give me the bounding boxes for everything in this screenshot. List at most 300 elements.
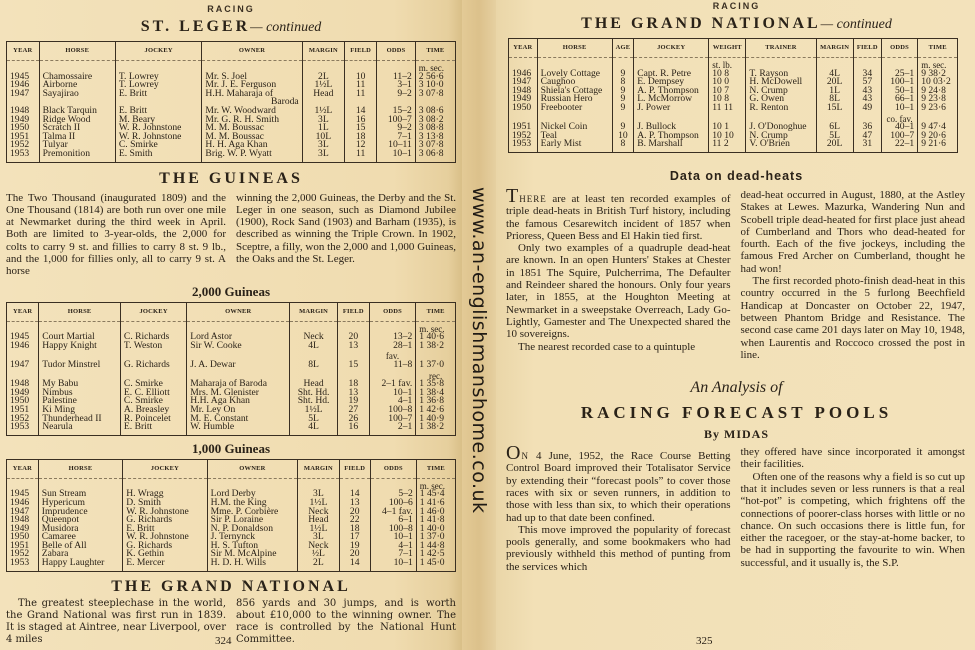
- cell-horse: Lovely Cottage: [537, 70, 612, 79]
- cell-field: 43: [853, 87, 881, 96]
- cell-owner: Lord Astor: [187, 333, 290, 342]
- column-header-margin: MARGIN: [816, 39, 853, 58]
- column-header-odds: ODDS: [881, 39, 917, 58]
- cell-horse: Nickel Coin: [537, 123, 612, 132]
- column-header-time: TIME: [416, 459, 455, 478]
- column-header-field: FIELD: [853, 39, 881, 58]
- cell-margin: 1L: [816, 87, 853, 96]
- cell-year: 1950: [10, 122, 30, 134]
- cell-weight: 10 10: [709, 132, 746, 141]
- guineas-title: THE GUINEAS: [159, 169, 303, 187]
- cell-jockey: C. Smirke: [115, 141, 202, 150]
- one-thousand-guineas-title: 1,000 Guineas: [191, 440, 270, 456]
- cell-year: 1948: [10, 514, 30, 526]
- cell-owner: Mr. G. R. H. Smith: [202, 116, 302, 125]
- grand-national-title: THE GRAND NATIONAL: [111, 577, 351, 595]
- cell-horse: Palestine: [39, 397, 121, 406]
- cell-margin: 8L: [290, 361, 338, 370]
- table-row: [7, 90, 456, 99]
- cell-odds: 10–1: [881, 104, 917, 113]
- cell-year: 1952: [10, 548, 30, 560]
- cell-horse: Premonition: [39, 150, 115, 162]
- table-row: [7, 361, 456, 370]
- cell-field: 10: [345, 73, 377, 82]
- cell-horse: Early Mist: [537, 140, 612, 152]
- column-header-year: YEAR: [509, 39, 538, 58]
- cell-horse: Black Tarquin: [39, 107, 115, 116]
- time-units: m. sec.: [918, 58, 958, 70]
- cell-weight: 10 1: [709, 123, 746, 132]
- cell-field: 57: [853, 78, 881, 87]
- cell-time: 1 38·2: [416, 423, 456, 435]
- cell-year: 1951: [10, 539, 30, 551]
- cell-odds: 15–2: [377, 107, 416, 116]
- cell-time: 1 40·0: [416, 525, 455, 534]
- column-header-owner: OWNER: [207, 459, 298, 478]
- cell-field: 26: [337, 415, 369, 424]
- cell-owner: Maharaja of Baroda: [187, 380, 290, 389]
- cell-odds: 4–1: [369, 397, 416, 406]
- cell-horse: Shiela's Cottage: [537, 87, 612, 96]
- table-row: [7, 559, 456, 571]
- cell-year: 1953: [512, 138, 532, 150]
- st-leger-title-text: ST. LEGER: [140, 18, 251, 35]
- cell-jockey: W. R. Johnstone: [115, 124, 202, 133]
- column-header-trainer: TRAINER: [746, 39, 816, 58]
- dead-heats-para-4: dead-heat occurred in August, 1880, at the Astley Stakes at Lewes. Mazurka, Wandering Nun and Scobell triple dead-heated for first place just ahead of Cumberland and Thors who dead-heated for fourth. Each of the five jockeys, including the famous Fred Archer on Cumberland, thought he had won!: [740, 188, 965, 275]
- page-number: 324: [215, 635, 232, 647]
- cell-margin: 1½L: [298, 525, 339, 534]
- cell-year: 1947: [10, 87, 30, 99]
- cell-margin: ½L: [298, 550, 339, 559]
- cell-trainer: T. Rayson: [746, 70, 816, 79]
- cell-jockey: W. R. Johnstone: [123, 508, 207, 517]
- cell-horse: Airborne: [39, 81, 115, 90]
- cell-age: 10: [612, 132, 634, 141]
- cell-margin: 1½L: [302, 107, 344, 116]
- cell-owner: Lord Derby: [207, 490, 298, 499]
- paragraph-text: 4 June, 1952, the Race Course Betting Control Board improved their Totalisator Service by extending their “forecast pools” to cover those races with six or seven runners, in addition to those with less than six, to which their operations had up to that date been confined.: [506, 450, 731, 524]
- cell-odds: 4–1 fav.: [370, 508, 416, 517]
- time-units: m. sec.: [416, 478, 455, 490]
- cell-time: 9 20·6: [918, 132, 958, 141]
- cell-horse: Thunderhead II: [39, 415, 121, 424]
- cell-horse: Freebooter: [537, 104, 612, 113]
- cell-owner: M. E. Constant: [187, 415, 290, 424]
- cell-odds: 13–2: [369, 333, 416, 342]
- cell-jockey: W. R. Johnstone: [115, 133, 202, 142]
- cell-time: 3 08·2: [415, 116, 455, 125]
- cell-time: 9 24·8: [918, 87, 958, 96]
- grand-national-intro-col1: The greatest steeplechase in the world, the Grand National was first run in 1839. It is staged at Aintree, near Liverpool, over 4 miles: [6, 597, 226, 645]
- table-header-row: [509, 39, 958, 58]
- time-units: m. sec.: [416, 321, 456, 333]
- cell-horse: Zabara: [38, 550, 122, 559]
- cell-year: 1953: [10, 421, 30, 433]
- cell-jockey: G. Richards: [123, 516, 207, 525]
- cell-margin: 5L: [816, 132, 853, 141]
- cell-horse: Tulyar: [39, 141, 115, 150]
- forecast-para-2: This move improved the popularity of forecast pools generally, and some bookmakers who had previously withheld this method of punting from the services which: [506, 523, 731, 573]
- cell-horse: Talma II: [39, 133, 115, 142]
- cell-odds: 3–1: [377, 81, 416, 90]
- lead-caps: N: [521, 451, 529, 462]
- page-324: [0, 0, 462, 650]
- drop-cap: T: [506, 184, 519, 207]
- cell-jockey: E. Britt: [120, 423, 186, 435]
- cell-horse: Sun Stream: [38, 490, 122, 499]
- cell-field: 31: [853, 140, 881, 152]
- cell-year: 1946: [512, 67, 532, 79]
- grand-national-table: [508, 38, 958, 153]
- cell-field: 49: [853, 104, 881, 113]
- column-header-margin: MARGIN: [302, 42, 344, 61]
- cell-field: 36: [853, 123, 881, 132]
- forecast-para-1: [506, 442, 731, 524]
- cell-time: 1 40·9: [416, 415, 456, 424]
- cell-margin: Neck: [298, 508, 339, 517]
- cell-odds: 10–11: [377, 141, 416, 150]
- table-row: [7, 150, 456, 162]
- cell-age: 9: [612, 123, 634, 132]
- cell-jockey: B. Marshall: [634, 140, 709, 152]
- cell-year: 1949: [10, 522, 30, 534]
- table-row: [509, 140, 958, 152]
- guineas-intro-col2: winning the 2,000 Guineas, the Derby and the St. Leger in one season, such as Diamond Jubilee (1900), Rock Sand (1903) and Barham (1935), is described as winning the Triple Crown. In 1902, Sceptre, a filly, won the 2,000 and 1,000 Guineas, the Oaks and the St. Leger.: [236, 191, 456, 266]
- cell-odds: 11–8: [369, 361, 416, 370]
- cell-jockey: Capt. R. Petre: [634, 70, 709, 79]
- cell-owner: H.H. Aga Khan: [187, 397, 290, 406]
- cell-year: 1953: [10, 557, 30, 569]
- column-header-horse: HORSE: [537, 39, 612, 58]
- cell-trainer: J. O'Donoghue: [746, 123, 816, 132]
- column-header-field: FIELD: [337, 302, 369, 321]
- cell-age: 8: [612, 78, 634, 87]
- cell-margin: Sht. Hd.: [290, 397, 338, 406]
- cell-time: 1 35·8: [416, 380, 456, 389]
- cell-owner: Brig. W. P. Wyatt: [202, 150, 302, 162]
- cell-horse: Belle of All: [38, 542, 122, 551]
- cell-field: 47: [853, 132, 881, 141]
- cell-horse: My Babu: [39, 380, 121, 389]
- cell-field: 20: [339, 508, 370, 517]
- cell-time: 3 08·8: [415, 124, 455, 133]
- cell-field: 19: [339, 542, 370, 551]
- cell-time: 1 37·0: [416, 361, 456, 370]
- cell-odds: 10–1: [370, 533, 416, 542]
- byline: By MIDAS: [703, 427, 769, 442]
- cell-horse: Teal: [537, 132, 612, 141]
- column-header-jockey: JOCKEY: [634, 39, 709, 58]
- cell-horse: Nimbus: [39, 389, 121, 398]
- one-thousand-guineas-table: [6, 459, 456, 572]
- grand-national-intro-col2: 856 yards and 30 jumps, and is worth about £10,000 to the winning owner. The race is controlled by the National Hunt Committee.: [236, 597, 456, 645]
- cell-owner: H. H. Aga Khan: [202, 141, 302, 150]
- cell-margin: 3L: [302, 141, 344, 150]
- continued-label: — continued: [250, 20, 322, 35]
- st-leger-title: [6, 17, 456, 37]
- cell-odds: 100–8: [369, 406, 416, 415]
- cell-horse: Chamossaire: [39, 73, 115, 82]
- forecast-pools-col2: [741, 446, 966, 573]
- column-header-weight: WEIGHT: [709, 39, 746, 58]
- page-number: 325: [696, 635, 713, 647]
- cell-time: 9 38·2: [918, 70, 958, 79]
- time-units: m. sec.: [415, 61, 455, 73]
- cell-margin: 2L: [298, 559, 339, 571]
- cell-time: 1 45·0: [416, 559, 455, 571]
- cell-horse: Scratch II: [39, 124, 115, 133]
- cell-year: 1950: [10, 531, 30, 543]
- column-header-horse: HORSE: [39, 302, 121, 321]
- cell-field: 43: [853, 95, 881, 104]
- cell-margin: 4L: [816, 70, 853, 79]
- grand-national-continued-title: [502, 14, 971, 34]
- column-header-field: FIELD: [339, 459, 370, 478]
- cell-age: 8: [612, 140, 634, 152]
- cell-weight: 11 2: [709, 140, 746, 152]
- time-note: rec.: [416, 370, 456, 381]
- column-header-age: AGE: [612, 39, 634, 58]
- cell-field: 11: [345, 150, 377, 162]
- cell-jockey: A. P. Thompson: [634, 87, 709, 96]
- cell-year: 1945: [10, 70, 30, 82]
- cell-time: 1 41·8: [416, 516, 455, 525]
- column-header-field: FIELD: [345, 42, 377, 61]
- cell-horse: Russian Hero: [537, 95, 612, 104]
- cell-age: 9: [612, 104, 634, 113]
- cell-field: 18: [337, 380, 369, 389]
- cell-jockey: E. Dempsey: [634, 78, 709, 87]
- cell-field: 14: [345, 107, 377, 116]
- cell-margin: 6L: [816, 123, 853, 132]
- cell-odds: 7–1: [377, 133, 416, 142]
- forecast-pools-col1: [506, 442, 731, 573]
- cell-odds: 100–7: [369, 415, 416, 424]
- cell-time: 1 37·0: [416, 533, 455, 542]
- column-header-odds: ODDS: [377, 42, 416, 61]
- cell-year: 1946: [10, 339, 30, 351]
- cell-weight: 10 8: [709, 70, 746, 79]
- cell-owner: Mr. Ley On: [187, 406, 290, 415]
- odds-note: fav.: [369, 350, 416, 361]
- cell-margin: 3L: [298, 490, 339, 499]
- cell-margin: 20L: [816, 140, 853, 152]
- forecast-pools-article: [502, 442, 971, 573]
- table-header-row: [7, 459, 456, 478]
- cell-jockey: C. Smirke: [120, 397, 186, 406]
- cell-margin: 4L: [290, 342, 338, 351]
- cell-time: 9 23·8: [918, 95, 958, 104]
- cell-jockey: E. Britt: [115, 107, 202, 116]
- cell-age: 9: [612, 70, 634, 79]
- cell-jockey: R. Poincelet: [120, 415, 186, 424]
- table-row: [7, 423, 456, 435]
- cell-time: 1 40·6: [416, 333, 456, 342]
- cell-jockey: W. R. Johnstone: [123, 533, 207, 542]
- cell-odds: 100–7: [377, 116, 416, 125]
- odds-note: co. fav.: [881, 113, 917, 124]
- cell-jockey: E. Britt: [123, 525, 207, 534]
- cell-field: 11: [345, 81, 377, 90]
- cell-odds: 66–1: [881, 95, 917, 104]
- column-header-odds: ODDS: [369, 302, 416, 321]
- guineas-intro: [6, 192, 456, 278]
- cell-owner: Sir M. McAlpine: [207, 550, 298, 559]
- cell-year: 1952: [512, 129, 532, 141]
- dead-heats-col1: [506, 184, 731, 361]
- cell-field: 34: [853, 70, 881, 79]
- cell-field: 14: [339, 490, 370, 499]
- cell-time: 3 08·6: [415, 107, 455, 116]
- two-thousand-guineas-table: [6, 302, 456, 436]
- cell-age: 9: [612, 87, 634, 96]
- cell-time: 1 42·6: [416, 406, 456, 415]
- cell-field: 27: [337, 406, 369, 415]
- cell-field: 15: [337, 361, 369, 370]
- cell-jockey: G. Richards: [120, 361, 186, 370]
- cell-jockey: T. Lowrey: [115, 73, 202, 82]
- cell-field: 14: [339, 559, 370, 571]
- cell-margin: Head: [298, 516, 339, 525]
- cell-year: 1948: [10, 378, 30, 390]
- cell-year: 1951: [512, 121, 532, 133]
- cell-year: 1947: [512, 76, 532, 88]
- cell-odds: 2–1 fav.: [369, 380, 416, 389]
- cell-owner-continued: Baroda: [202, 98, 302, 107]
- cell-owner: J. A. Dewar: [187, 361, 290, 370]
- cell-weight: 10 0: [709, 78, 746, 87]
- cell-field: 20: [337, 333, 369, 342]
- cell-owner: Mrs. M. Glenister: [187, 389, 290, 398]
- cell-trainer: G. Owen: [746, 95, 816, 104]
- cell-margin: 15L: [816, 104, 853, 113]
- cell-jockey: K. Gethin: [123, 550, 207, 559]
- dead-heats-para-3: The nearest recorded case to a quintuple: [518, 340, 696, 353]
- dead-heats-article: [502, 184, 971, 361]
- cell-margin: 8L: [816, 95, 853, 104]
- cell-year: 1951: [10, 403, 30, 415]
- cell-year: 1946: [10, 79, 30, 91]
- cell-weight: 10 8: [709, 95, 746, 104]
- cell-horse: Camaree: [38, 533, 122, 542]
- cell-jockey: J. Bullock: [634, 123, 709, 132]
- cell-time: 3 06·8: [415, 150, 455, 162]
- weight-units: st. lb.: [709, 58, 746, 70]
- cell-odds: 50–1: [881, 87, 917, 96]
- cell-weight: 11 11: [709, 104, 746, 113]
- paragraph-text: are at least ten recorded examples of triple dead-heats in British Turf history, including the famous Cesarewitch incident of 1857 when Prioress, Queen Bess and El Hakin tied first.: [506, 192, 731, 242]
- cell-field: 18: [345, 133, 377, 142]
- cell-horse: Nearula: [39, 423, 121, 435]
- cell-field: 13: [339, 499, 370, 508]
- cell-owner: Mr. W. Woodward: [202, 107, 302, 116]
- cell-margin: 1L: [302, 124, 344, 133]
- cell-field: 11: [345, 90, 377, 99]
- cell-odds: 4–1: [370, 542, 416, 551]
- cell-margin: 2L: [302, 73, 344, 82]
- column-header-year: YEAR: [7, 42, 40, 61]
- cell-owner: H. D. H. Wills: [207, 559, 298, 571]
- cell-field: 17: [339, 533, 370, 542]
- cell-time: 1 38·4: [416, 389, 456, 398]
- page-325: [496, 0, 975, 650]
- cell-time: 9 21·6: [918, 140, 958, 152]
- cell-odds: 25–1: [881, 70, 917, 79]
- column-header-horse: HORSE: [39, 42, 115, 61]
- cell-odds: 40–1: [881, 123, 917, 132]
- dead-heats-col2: [741, 189, 966, 361]
- cell-time: 1 38·2: [416, 342, 456, 351]
- cell-time: 1 45·4: [416, 490, 455, 499]
- guineas-intro-col1: The Two Thousand (inaugurated 1809) and the One Thousand (1814) are both run over one mile at Newmarket during the third week in April. Both are limited to 3-year-olds, the 2,000 for colts to carry 9 st. and fillies to carry 8 st. 9 lb., and the 1,000 for fillies only, all to carry 9 st. A horse: [6, 191, 226, 278]
- cell-horse: Ridge Wood: [39, 116, 115, 125]
- cell-year: 1952: [10, 412, 30, 424]
- cell-field: 22: [339, 516, 370, 525]
- cell-margin: 3L: [302, 150, 344, 162]
- cell-time: 9 23·6: [918, 104, 958, 113]
- cell-jockey: T. Lowrey: [115, 81, 202, 90]
- cell-horse: Sayajirao: [39, 90, 115, 99]
- cell-horse: Happy Knight: [39, 342, 121, 351]
- cell-margin: 20L: [816, 78, 853, 87]
- cell-jockey: A. P. Thompson: [634, 132, 709, 141]
- cell-time: 1 46·0: [416, 508, 455, 517]
- cell-owner: Mme. P. Corbière: [207, 508, 298, 517]
- cell-trainer: H. McDowell: [746, 78, 816, 87]
- cell-odds: 28–1: [369, 342, 416, 351]
- forecast-para-3: they offered have since incorporated it amongst their facilities.: [740, 446, 965, 471]
- cell-odds: 6–1: [370, 516, 416, 525]
- running-head: RACING: [207, 4, 255, 14]
- book-spine: [462, 0, 496, 650]
- cell-owner: N. P. Donaldson: [207, 525, 298, 534]
- st-leger-table: [6, 41, 456, 163]
- column-header-year: YEAR: [7, 459, 39, 478]
- cell-jockey: M. Beary: [115, 116, 202, 125]
- cell-jockey: C. Richards: [120, 333, 186, 342]
- cell-field: 16: [337, 423, 369, 435]
- cell-jockey: A. Breasley: [120, 406, 186, 415]
- cell-horse: Happy Laughter: [38, 559, 122, 571]
- column-header-time: TIME: [415, 42, 455, 61]
- cell-year: 1952: [10, 139, 30, 151]
- cell-field: 20: [339, 550, 370, 559]
- cell-year: 1949: [10, 113, 30, 125]
- cell-horse: Imprudence: [38, 508, 122, 517]
- grand-national-continued-title-text: THE GRAND NATIONAL: [581, 15, 821, 32]
- cell-trainer: R. Renton: [746, 104, 816, 113]
- cell-odds: 10–1: [369, 389, 416, 398]
- cell-owner: M. M. Boussac: [202, 124, 302, 133]
- cell-time: 1 41·6: [416, 499, 455, 508]
- lead-caps: HERE: [519, 193, 547, 204]
- cell-field: 13: [337, 389, 369, 398]
- cell-margin: Neck: [290, 333, 338, 342]
- cell-margin: 10L: [302, 133, 344, 142]
- cell-jockey: G. Richards: [123, 542, 207, 551]
- cell-horse: Queenpot: [38, 516, 122, 525]
- article-kicker: An Analysis of: [690, 379, 783, 397]
- cell-time: 3 07·8: [415, 141, 455, 150]
- cell-margin: Head: [290, 380, 338, 389]
- cell-horse: Court Martial: [39, 333, 121, 342]
- cell-horse: Caughoo: [537, 78, 612, 87]
- cell-field: 19: [337, 397, 369, 406]
- cell-year: 1946: [10, 496, 30, 508]
- cell-field: 16: [345, 116, 377, 125]
- cell-time: 2 56·6: [415, 73, 455, 82]
